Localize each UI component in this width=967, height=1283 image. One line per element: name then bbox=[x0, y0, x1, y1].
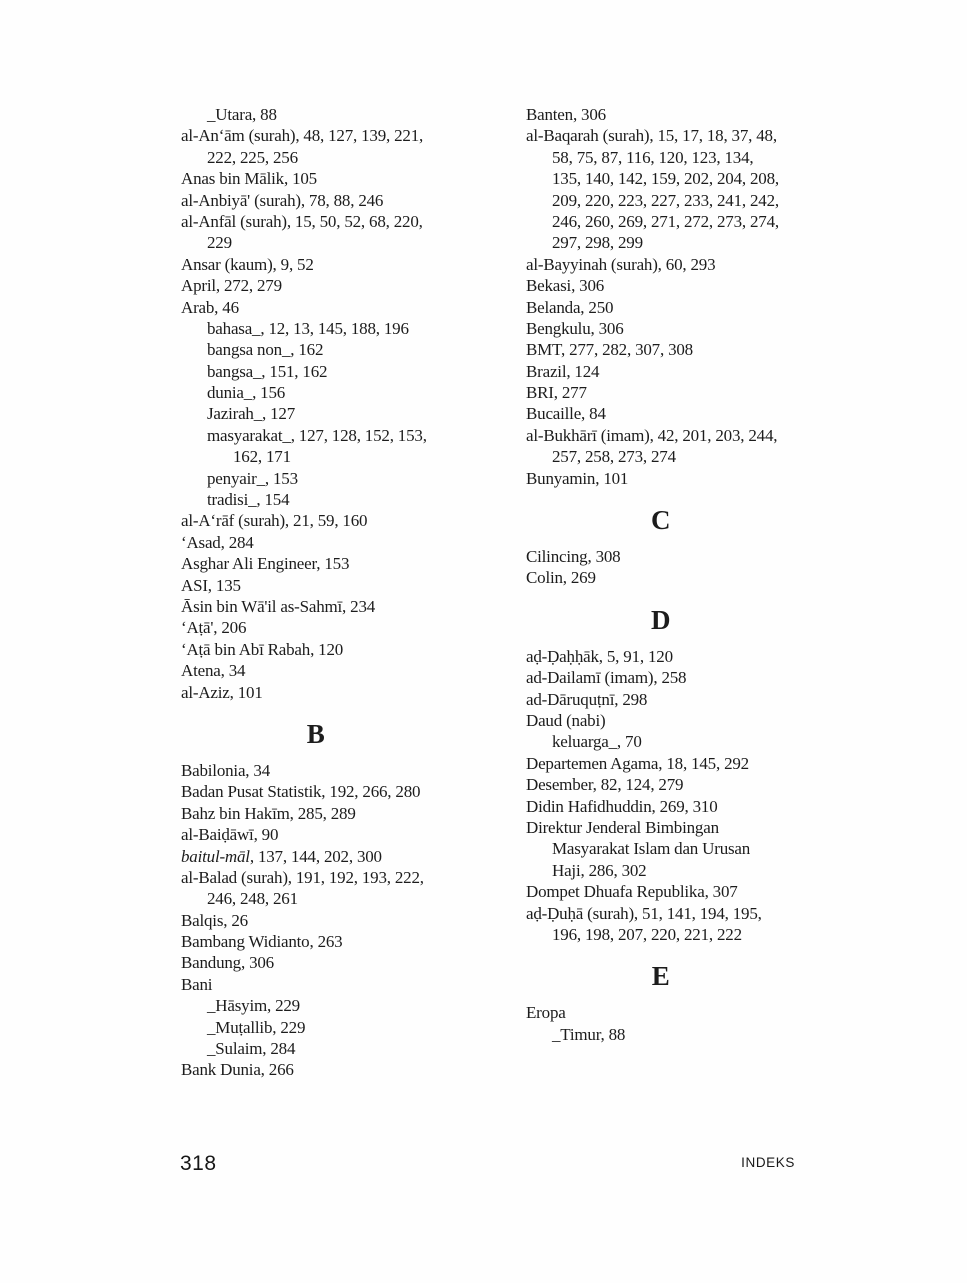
section-heading: B bbox=[306, 718, 326, 749]
index-entry-continuation-line: 58, 75, 87, 116, 120, 123, 134, bbox=[552, 147, 754, 167]
index-entry-line: Bengkulu, 306 bbox=[526, 318, 624, 338]
index-entry-line: _Timur, 88 bbox=[552, 1024, 626, 1044]
index-entry-line: penyair_, 153 bbox=[207, 468, 298, 488]
index-entry-line: Jazirah_, 127 bbox=[207, 404, 296, 424]
index-entry-line: dunia_, 156 bbox=[207, 383, 286, 403]
index-entry-continuation-line: 229 bbox=[207, 233, 232, 253]
index-entry-line: Desember, 82, 124, 279 bbox=[526, 775, 684, 795]
index-entry-line: Eropa bbox=[526, 1003, 566, 1023]
section-heading: E bbox=[651, 961, 671, 992]
index-entry-line: al-Bayyinah (surah), 60, 293 bbox=[526, 254, 716, 274]
index-entry-line: Arab, 46 bbox=[181, 297, 239, 317]
index-entry-line: _Sulaim, 284 bbox=[207, 1039, 296, 1059]
index-entry-line: Bunyamin, 101 bbox=[526, 468, 629, 488]
index-entry-line: ‘Aṭā bin Abī Rabah, 120 bbox=[181, 639, 344, 659]
index-entry-line: ad-Dāruquṭnī, 298 bbox=[526, 689, 648, 709]
index-column-right bbox=[526, 104, 796, 1045]
index-entry-line: Anas bin Mālik, 105 bbox=[181, 169, 317, 189]
index-entry-line: _Utara, 88 bbox=[207, 105, 277, 124]
index-entry-line: al-A‘rāf (surah), 21, 59, 160 bbox=[181, 511, 368, 531]
index-entry-line: Atena, 34 bbox=[181, 661, 246, 681]
index-entry-continuation-line: 246, 260, 269, 271, 272, 273, 274, bbox=[552, 211, 779, 231]
index-entry-line: al-Baqarah (surah), 15, 17, 18, 37, 48, bbox=[526, 126, 777, 146]
index-entry-line: Colin, 269 bbox=[526, 568, 596, 588]
italic-term: baitul-māl bbox=[181, 846, 250, 866]
index-entry-line: al-Baiḍāwī, 90 bbox=[181, 825, 279, 845]
index-entry-line: Brazil, 124 bbox=[526, 361, 600, 381]
page-number: 318 bbox=[180, 1152, 217, 1175]
index-entry-continuation-line: 257, 258, 273, 274 bbox=[552, 447, 676, 467]
index-entry-line: Bambang Widianto, 263 bbox=[181, 932, 343, 952]
index-entry-line: aḍ-Ḍuḥā (surah), 51, 141, 194, 195, bbox=[526, 903, 762, 923]
index-entry-line: Banten, 306 bbox=[526, 105, 606, 124]
index-entry-line: Bani bbox=[181, 974, 213, 994]
index-entry-line: Bekasi, 306 bbox=[526, 276, 605, 296]
index-entry-continuation-line: 196, 198, 207, 220, 221, 222 bbox=[552, 924, 742, 944]
section-heading: D bbox=[651, 604, 671, 635]
index-entry-line: ASI, 135 bbox=[181, 575, 241, 595]
index-entry-line: Badan Pusat Statistik, 192, 266, 280 bbox=[181, 782, 421, 802]
index-entry-line: bangsa non_, 162 bbox=[207, 340, 324, 360]
index-entry-line: BRI, 277 bbox=[526, 383, 587, 403]
index-entry-line: Ansar (kaum), 9, 52 bbox=[181, 254, 314, 274]
index-entry-line: al-Aziz, 101 bbox=[181, 682, 263, 702]
index-entry-continuation-line: 246, 248, 261 bbox=[207, 889, 298, 909]
index-entry-line: masyarakat_, 127, 128, 152, 153, bbox=[207, 425, 427, 445]
index-entry-line: bangsa_, 151, 162 bbox=[207, 361, 328, 381]
index-entry-continuation-line: 209, 220, 223, 227, 233, 241, 242, bbox=[552, 190, 779, 210]
index-entry-continuation-line: 135, 140, 142, 159, 202, 204, 208, bbox=[552, 169, 779, 189]
index-entry-line: Bank Dunia, 266 bbox=[181, 1060, 294, 1080]
index-entry-line: Bandung, 306 bbox=[181, 953, 274, 973]
index-entry-continuation-line: Haji, 286, 302 bbox=[552, 860, 647, 880]
index-entry-line: aḍ-Ḍaḥḥāk, 5, 91, 120 bbox=[526, 646, 673, 666]
index-entry-line: Āsin bin Wā'il as-Sahmī, 234 bbox=[181, 596, 376, 616]
index-entry-line: ‘Aṭā', 206 bbox=[181, 618, 247, 638]
index-entry-line: _Muṭallib, 229 bbox=[207, 1017, 306, 1037]
index-entry-line: al-Anfāl (surah), 15, 50, 52, 68, 220, bbox=[181, 211, 423, 231]
index-entry-line: al-Anbiyā' (surah), 78, 88, 246 bbox=[181, 190, 384, 210]
index-entry-line: bahasa_, 12, 13, 145, 188, 196 bbox=[207, 318, 409, 338]
index-entry-line: Cilincing, 308 bbox=[526, 547, 621, 567]
running-footer: INDEKS bbox=[741, 1155, 795, 1170]
index-entry-line: Daud (nabi) bbox=[526, 710, 606, 730]
index-entry-line: ad-Dailamī (imam), 258 bbox=[526, 668, 687, 688]
section-heading: C bbox=[651, 505, 671, 536]
index-entry-line: Belanda, 250 bbox=[526, 297, 614, 317]
index-entry-line: baitul-māl, 137, 144, 202, 300 bbox=[181, 846, 382, 866]
index-entry-continuation-line: 162, 171 bbox=[233, 447, 291, 467]
index-entry-line: Balqis, 26 bbox=[181, 910, 248, 930]
index-entry-line: Bahz bin Hakīm, 285, 289 bbox=[181, 803, 356, 823]
index-entry-continuation-line: 222, 225, 256 bbox=[207, 147, 298, 167]
index-entry-line: al-An‘ām (surah), 48, 127, 139, 221, bbox=[181, 126, 424, 146]
index-entry-line: BMT, 277, 282, 307, 308 bbox=[526, 340, 693, 360]
index-entry-line: ‘Asad, 284 bbox=[181, 532, 254, 552]
index-entry-line: al-Balad (surah), 191, 192, 193, 222, bbox=[181, 867, 424, 887]
index-entry-line: keluarga_, 70 bbox=[552, 732, 642, 752]
index-entry-line: _Hāsyim, 229 bbox=[207, 996, 300, 1016]
index-entry-line: Didin Hafidhuddin, 269, 310 bbox=[526, 796, 718, 816]
index-entry-line: Departemen Agama, 18, 145, 292 bbox=[526, 753, 749, 773]
index-entry-continuation-line: 297, 298, 299 bbox=[552, 233, 643, 253]
index-entry-line: Bucaille, 84 bbox=[526, 404, 606, 424]
index-entry-line: Asghar Ali Engineer, 153 bbox=[181, 554, 350, 574]
index-entry-line: Direktur Jenderal Bimbingan bbox=[526, 817, 719, 837]
index-entry-line: Dompet Dhuafa Republika, 307 bbox=[526, 882, 738, 902]
index-entry-line: tradisi_, 154 bbox=[207, 490, 290, 510]
index-column-left bbox=[181, 104, 451, 1081]
index-entry-line: al-Bukhārī (imam), 42, 201, 203, 244, bbox=[526, 425, 778, 445]
index-entry-line: April, 272, 279 bbox=[181, 276, 282, 296]
index-entry-line: Babilonia, 34 bbox=[181, 760, 270, 780]
index-entry-continuation-line: Masyarakat Islam dan Urusan bbox=[552, 839, 751, 859]
